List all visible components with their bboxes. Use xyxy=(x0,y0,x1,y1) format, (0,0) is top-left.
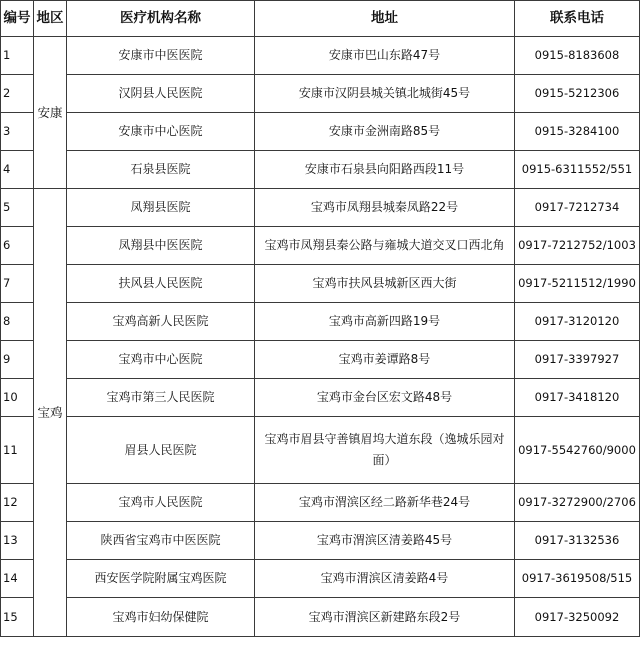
hospital-phone: 0917-7212752/1003 xyxy=(515,227,640,265)
hospital-name: 扶风县人民医院 xyxy=(67,265,255,303)
hospital-phone: 0917-3397927 xyxy=(515,341,640,379)
table-row xyxy=(1,417,640,484)
row-number: 7 xyxy=(1,265,34,303)
hospital-phone: 0917-5211512/1990 xyxy=(515,265,640,303)
hospital-address: 宝鸡市凤翔县秦公路与雍城大道交叉口西北角 xyxy=(255,227,515,265)
hospital-name: 凤翔县医院 xyxy=(67,189,255,227)
hospital-address: 宝鸡市眉县守善镇眉坞大道东段（逸城乐园对面） xyxy=(255,417,515,484)
row-number: 10 xyxy=(1,379,34,417)
hospital-phone: 0917-7212734 xyxy=(515,189,640,227)
table-row xyxy=(1,227,640,265)
table-row xyxy=(1,265,640,303)
row-number: 11 xyxy=(1,417,34,484)
row-number: 1 xyxy=(1,37,34,75)
hospital-phone: 0915-3284100 xyxy=(515,113,640,151)
hospital-name: 安康市中医医院 xyxy=(67,37,255,75)
hospital-name: 宝鸡高新人民医院 xyxy=(67,303,255,341)
region-cell-ankang: 安康 xyxy=(34,37,67,189)
table-row xyxy=(1,37,640,75)
row-number: 12 xyxy=(1,484,34,522)
table-header-row xyxy=(1,1,640,37)
hospital-name: 宝鸡市人民医院 xyxy=(67,484,255,522)
hospital-address: 宝鸡市高新四路19号 xyxy=(255,303,515,341)
hospital-name: 眉县人民医院 xyxy=(67,417,255,484)
row-number: 15 xyxy=(1,598,34,637)
hospital-phone: 0917-3272900/2706 xyxy=(515,484,640,522)
hospital-name: 安康市中心医院 xyxy=(67,113,255,151)
hospital-phone: 0917-3619508/515 xyxy=(515,560,640,598)
hospital-name: 西安医学院附属宝鸡医院 xyxy=(67,560,255,598)
header-phone: 联系电话 xyxy=(515,1,640,37)
row-number: 8 xyxy=(1,303,34,341)
row-number: 13 xyxy=(1,522,34,560)
header-name: 医疗机构名称 xyxy=(67,1,255,37)
table-row xyxy=(1,75,640,113)
header-no: 编号 xyxy=(1,1,34,37)
table-row xyxy=(1,522,640,560)
hospital-address: 宝鸡市渭滨区清姜路45号 xyxy=(255,522,515,560)
hospital-phone: 0915-5212306 xyxy=(515,75,640,113)
table-row xyxy=(1,151,640,189)
row-number: 5 xyxy=(1,189,34,227)
table-row xyxy=(1,560,640,598)
row-number: 4 xyxy=(1,151,34,189)
table-row xyxy=(1,379,640,417)
row-number: 14 xyxy=(1,560,34,598)
hospital-address: 宝鸡市渭滨区新建路东段2号 xyxy=(255,598,515,637)
hospital-address: 安康市汉阴县城关镇北城街45号 xyxy=(255,75,515,113)
hospital-address: 安康市石泉县向阳路西段11号 xyxy=(255,151,515,189)
header-region: 地区 xyxy=(34,1,67,37)
table-row xyxy=(1,341,640,379)
table-row xyxy=(1,303,640,341)
row-number: 2 xyxy=(1,75,34,113)
hospital-name: 汉阴县人民医院 xyxy=(67,75,255,113)
hospital-name: 宝鸡市中心医院 xyxy=(67,341,255,379)
hospital-name: 宝鸡市妇幼保健院 xyxy=(67,598,255,637)
hospital-address: 安康市巴山东路47号 xyxy=(255,37,515,75)
hospital-address: 宝鸡市凤翔县城秦凤路22号 xyxy=(255,189,515,227)
hospital-address: 宝鸡市渭滨区经二路新华巷24号 xyxy=(255,484,515,522)
hospital-phone: 0917-3132536 xyxy=(515,522,640,560)
hospital-phone: 0917-5542760/9000 xyxy=(515,417,640,484)
hospital-phone: 0915-6311552/551 xyxy=(515,151,640,189)
hospital-address: 宝鸡市渭滨区清姜路4号 xyxy=(255,560,515,598)
hospital-address: 安康市金洲南路85号 xyxy=(255,113,515,151)
hospital-address: 宝鸡市金台区宏文路48号 xyxy=(255,379,515,417)
table-row xyxy=(1,598,640,637)
hospital-phone: 0917-3250092 xyxy=(515,598,640,637)
region-cell-baoji: 宝鸡 xyxy=(34,189,67,637)
header-address: 地址 xyxy=(255,1,515,37)
hospital-address: 宝鸡市扶风县城新区西大街 xyxy=(255,265,515,303)
table-row xyxy=(1,484,640,522)
table-row xyxy=(1,113,640,151)
hospital-address: 宝鸡市姜谭路8号 xyxy=(255,341,515,379)
hospital-name: 石泉县医院 xyxy=(67,151,255,189)
hospital-name: 宝鸡市第三人民医院 xyxy=(67,379,255,417)
hospital-phone: 0915-8183608 xyxy=(515,37,640,75)
hospital-phone: 0917-3120120 xyxy=(515,303,640,341)
hospital-name: 陕西省宝鸡市中医医院 xyxy=(67,522,255,560)
hospital-name: 凤翔县中医医院 xyxy=(67,227,255,265)
row-number: 6 xyxy=(1,227,34,265)
row-number: 9 xyxy=(1,341,34,379)
row-number: 3 xyxy=(1,113,34,151)
hospital-phone: 0917-3418120 xyxy=(515,379,640,417)
table-row xyxy=(1,189,640,227)
